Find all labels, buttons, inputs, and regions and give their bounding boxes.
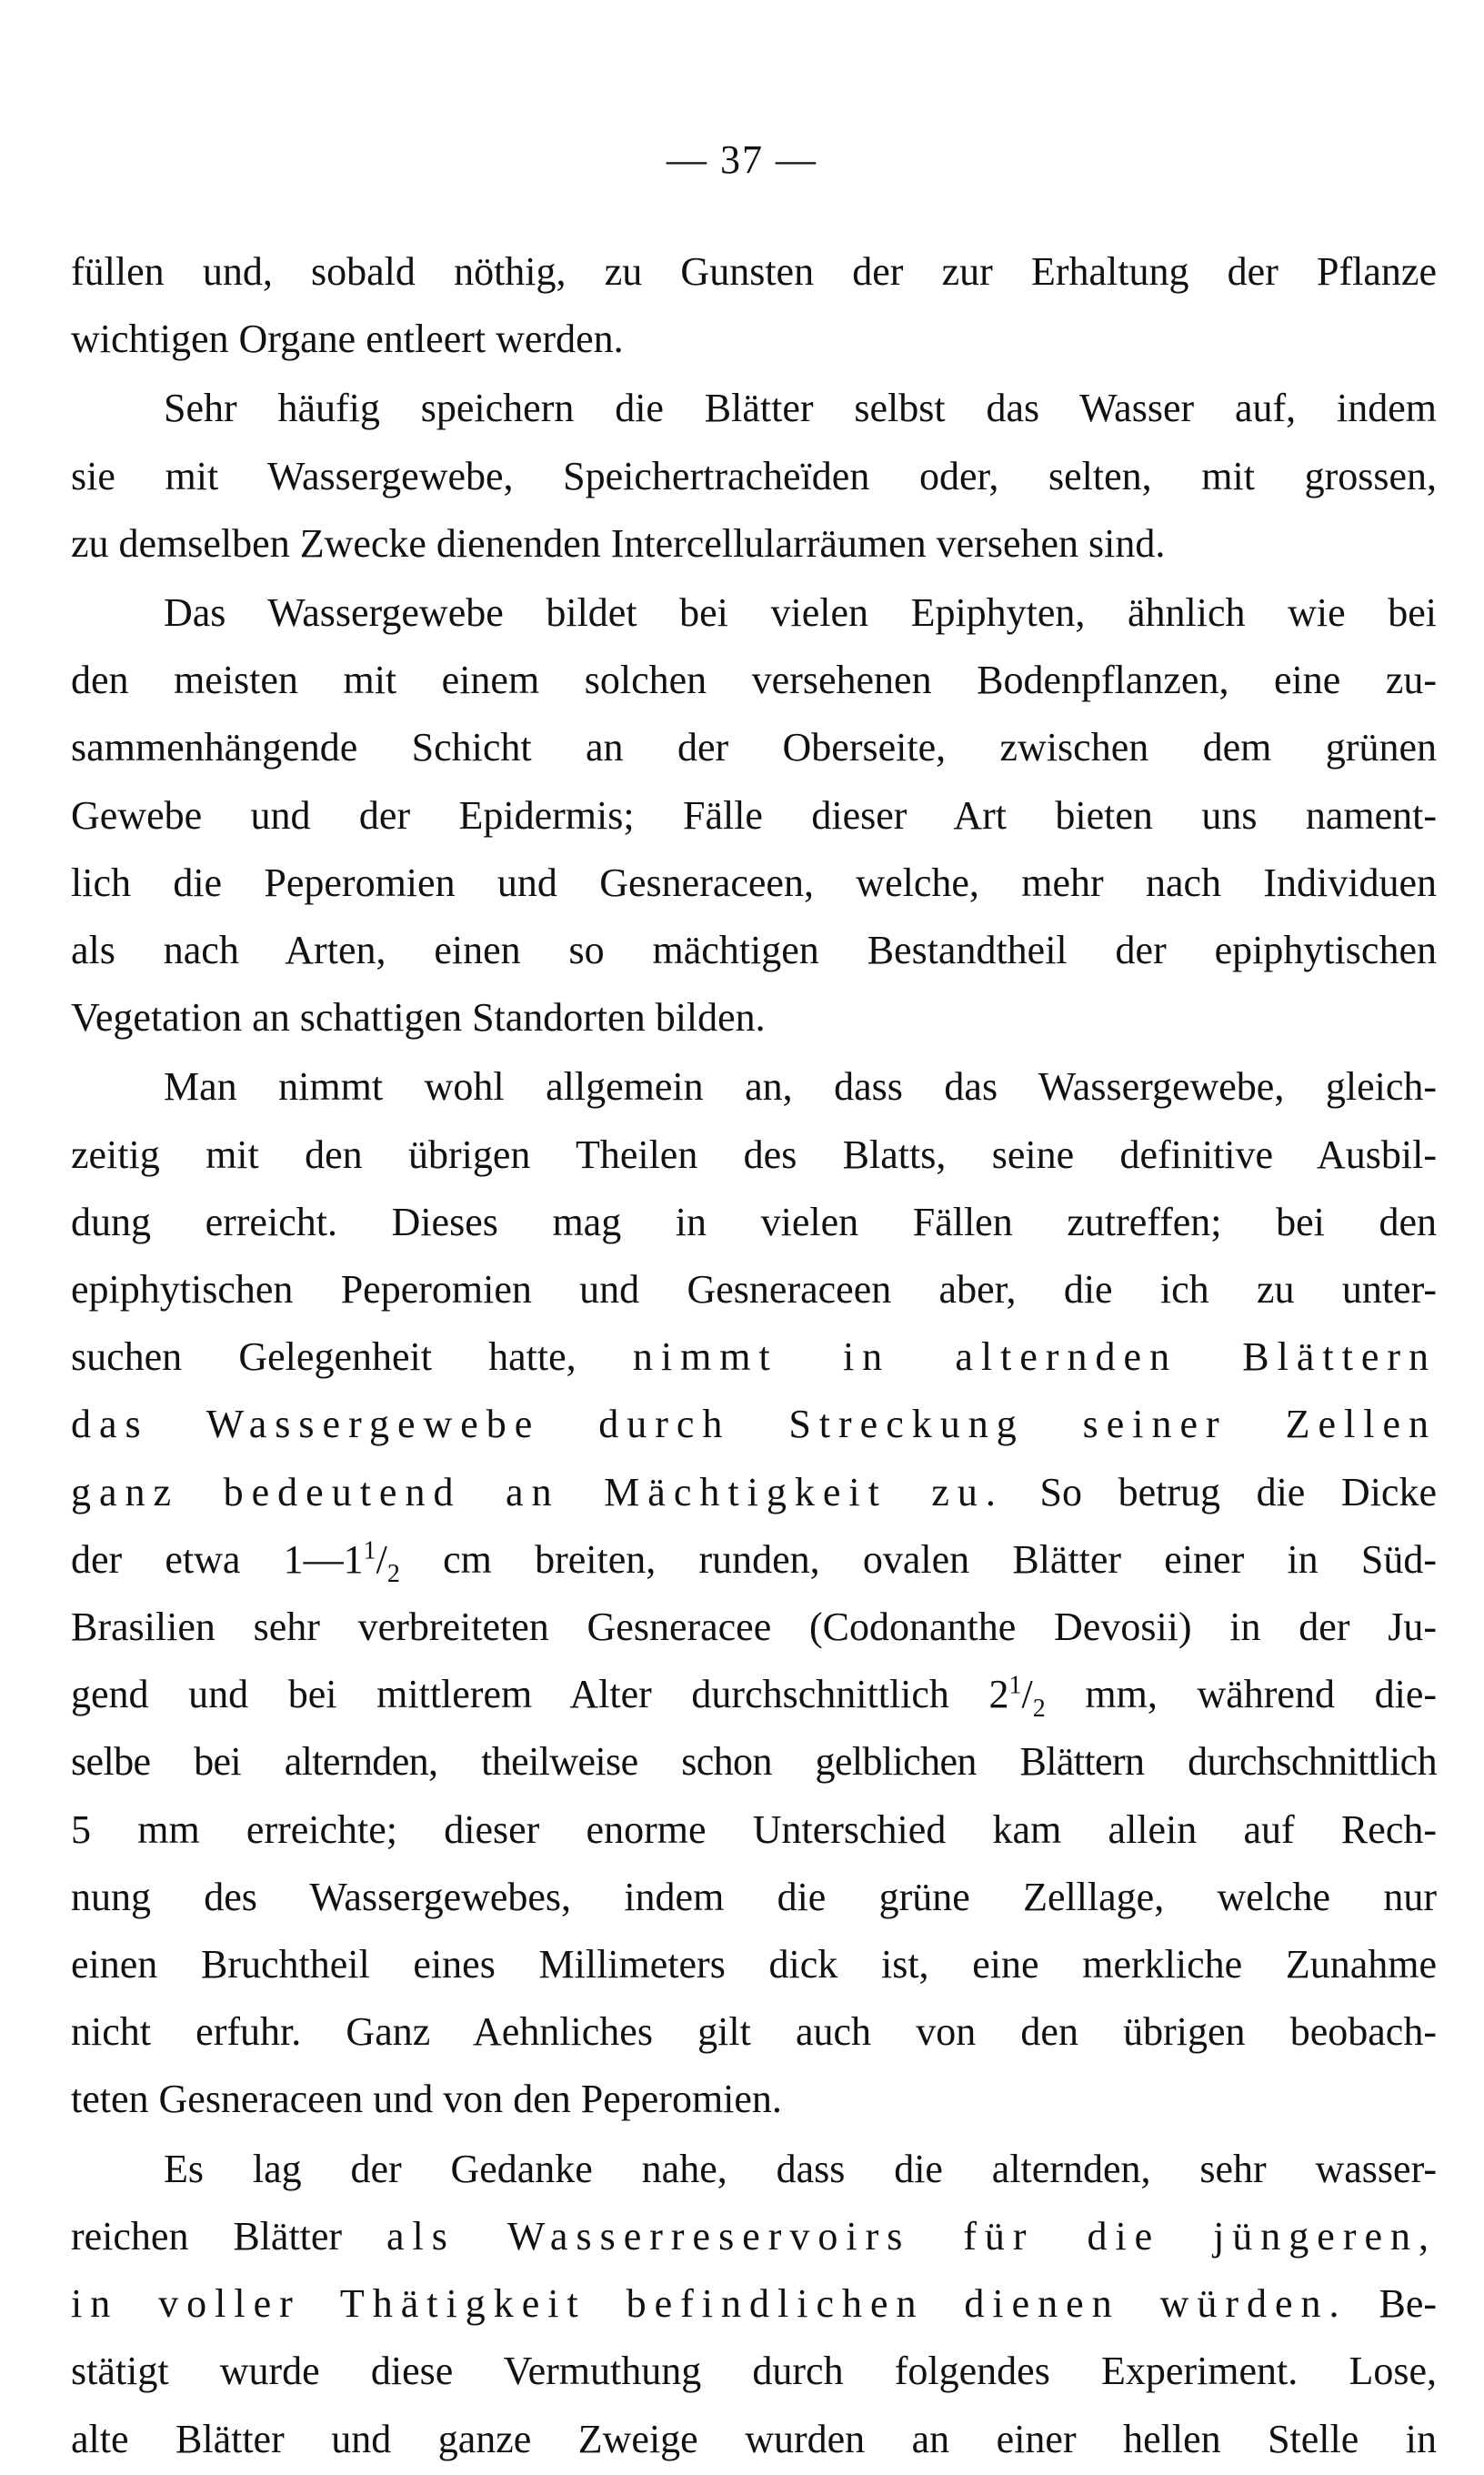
- text-line: [71, 2203, 1437, 2270]
- text-line: Es lag der Gedanke nahe, dass die alternden, sehr wasser-: [164, 2146, 1437, 2191]
- text-line: einen Bruchtheil eines Millimeters dick ist, eine merkliche Zunahme: [71, 1942, 1437, 1987]
- text-fragment: gend und bei mittlerem Alter durchschnittlich 2: [71, 1672, 1009, 1717]
- text-line: Vegetation an schattigen Standorten bilden.: [71, 995, 766, 1041]
- text-line: selbe bei alternden, theilweise schon gelblichen Blättern durchschnittlich: [71, 1739, 1437, 1785]
- text-line: zeitig mit den übrigen Theilen des Blatts, seine definitive Ausbil-: [71, 1132, 1437, 1177]
- paragraph-3: [71, 579, 1437, 1051]
- fraction-numerator: 1: [1008, 1671, 1022, 1700]
- text-line: der etwa $1—1^1/_2$ cm breiten, runden, ovalen Blätter einer in Süd-: [71, 1536, 1437, 1588]
- paragraph-2: [71, 375, 1437, 578]
- spaced-emphasis: nimmt in alternden Blättern: [632, 1334, 1437, 1380]
- spaced-emphasis: in voller Thätigkeit befindlichen dienen würden.: [71, 2281, 1348, 2327]
- fraction-denominator: 2: [386, 1559, 400, 1588]
- text-line: [71, 2270, 1437, 2338]
- text-line: Brasilien sehr verbreiteten Gesneracee (Codonanthe Devosii) in der Ju-: [71, 1605, 1437, 1650]
- text-line: sie mit Wassergewebe, Speichertracheïden oder, selten, mit grossen,: [71, 453, 1437, 498]
- text-line: alte Blätter und ganze Zweige wurden an einer hellen Stelle in: [71, 2416, 1437, 2461]
- paragraph-4: [71, 1053, 1437, 2133]
- spaced-emphasis: ganz bedeutend an Mächtigkeit zu.: [71, 1469, 1004, 1514]
- text-line: wichtigen Organe entleert werden.: [71, 317, 624, 362]
- text-line: teten Gesneraceen und von den Peperomien.: [71, 2077, 782, 2122]
- text-fragment: So betrug die Dicke: [1039, 1469, 1437, 1514]
- text-line: als nach Arten, einen so mächtigen Bestandtheil der epiphytischen: [71, 928, 1437, 973]
- text-line: sammenhängende Schicht an der Oberseite, zwischen dem grünen: [71, 725, 1437, 770]
- text-line: stätigt wurde diese Vermuthung durch folgendes Experiment. Lose,: [71, 2349, 1437, 2394]
- page-number: — 37 —: [667, 137, 817, 182]
- text-line: nicht erfuhr. Ganz Aehnliches gilt auch von den übrigen beobach-: [71, 2009, 1437, 2055]
- fraction-numerator: 1: [363, 1536, 376, 1565]
- text-line: den meisten mit einem solchen versehenen Bodenpflanzen, eine zu-: [71, 658, 1437, 703]
- text-line: lich die Peperomien und Gesneraceen, welche, mehr nach Individuen: [71, 860, 1437, 905]
- paragraph-5: [71, 2136, 1437, 2473]
- spaced-emphasis-line: das Wassergewebe durch Streckung seiner Zellen: [71, 1402, 1437, 1447]
- text-fragment: cm breiten, runden, ovalen Blätter einer in Süd-: [443, 1536, 1437, 1582]
- body-text: [71, 238, 1437, 2475]
- text-line: 5 mm erreichte; dieser enorme Unterschied kam allein auf Rech-: [71, 1806, 1437, 1852]
- text-fragment: reichen Blätter: [71, 2213, 343, 2259]
- text-line: [71, 1459, 1437, 1526]
- spaced-emphasis: als Wasserreservoirs für die jüngeren,: [386, 2213, 1438, 2259]
- text-fragment: suchen Gelegenheit hatte,: [71, 1334, 577, 1380]
- text-line: dung erreicht. Dieses mag in vielen Fällen zutreffen; bei den: [71, 1199, 1437, 1244]
- text-line: Sehr häufig speichern die Blätter selbst das Wasser auf, indem: [164, 386, 1437, 431]
- text-line: Das Wassergewebe bildet bei vielen Epiphyten, ähnlich wie bei: [164, 590, 1437, 636]
- paragraph-1: [71, 238, 1437, 373]
- text-line: Man nimmt wohl allgemein an, dass das Wassergewebe, gleich-: [164, 1064, 1437, 1110]
- text-fragment: mm, während die-: [1085, 1672, 1437, 1717]
- text-line: gend und bei mittlerem Alter durchschnittlich $2^1/_2$ mm, während die-: [71, 1671, 1437, 1724]
- text-line: nung des Wassergewebes, indem die grüne Zelllage, welche nur: [71, 1874, 1437, 1919]
- text-line: epiphytischen Peperomien und Gesneraceen aber, die ich zu unter-: [71, 1267, 1437, 1313]
- text-line: füllen und, sobald nöthig, zu Gunsten der zur Erhaltung der Pflanze: [71, 249, 1437, 294]
- text-fragment: der etwa 1—1: [71, 1536, 364, 1582]
- text-line: zu demselben Zwecke dienenden Intercellularräumen versehen sind.: [71, 520, 1166, 566]
- text-line: Gewebe und der Epidermis; Fälle dieser Art bieten uns nament-: [71, 792, 1437, 838]
- text-line: [71, 1323, 1437, 1391]
- text-fragment: Be-: [1379, 2281, 1437, 2327]
- fraction-denominator: 2: [1032, 1695, 1046, 1724]
